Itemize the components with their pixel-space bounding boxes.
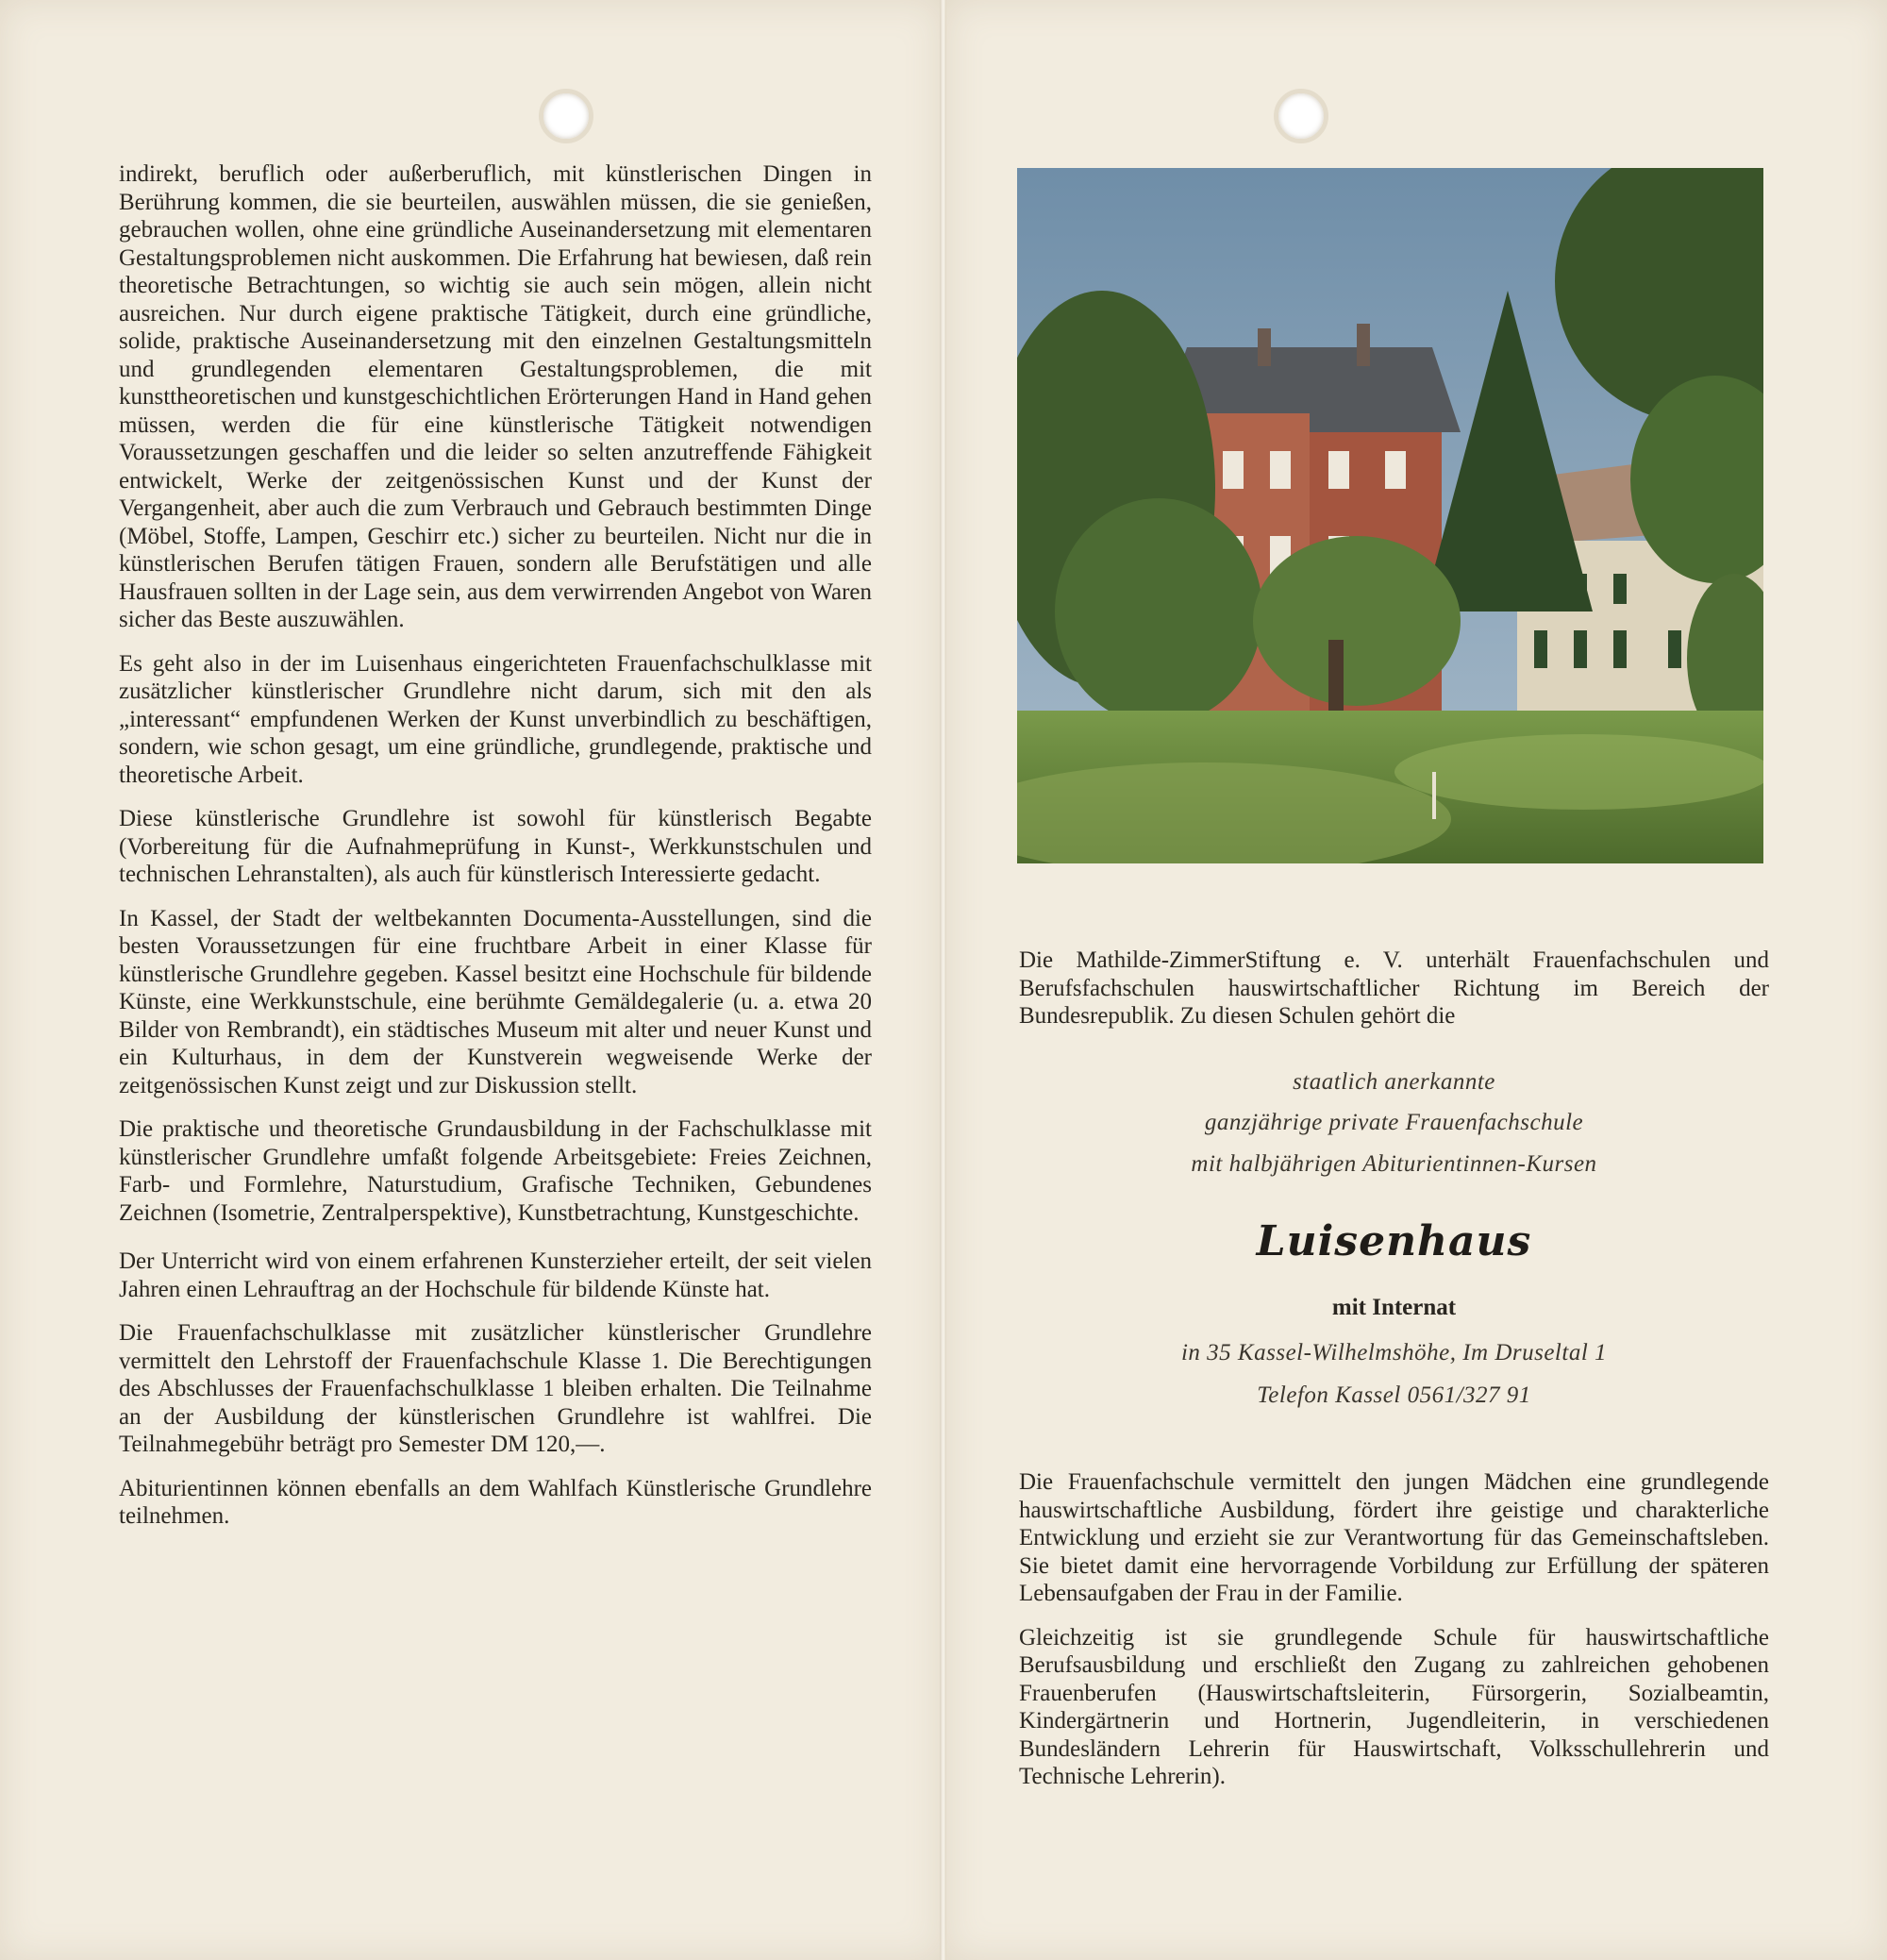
left-text-column	[119, 160, 872, 1547]
subtitle-line: mit halbjährigen Abiturientinnen-Kursen	[1191, 1151, 1597, 1177]
right-text-column	[1019, 1468, 1769, 1807]
paragraph: indirekt, beruflich oder außerberuflich, mit künstlerischen Dingen in Berührung kommen, die sie beurteilen, auswählen müssen, die sie genießen, gebrauchen wollen, ohne eine gründliche Auseinandersetzung mit elementaren Gestaltungsproblemen nicht auskommen. Die Erfahrung hat bewiesen, daß rein theoretische Betrachtungen, so wichtig sie auch sein mögen, allein nicht ausreichen. Nur durch eigene praktische Tätigkeit, durch eine gründliche, solide, praktische Auseinandersetzung mit den einzelnen Gestaltungsmitteln und grundlegenden elementaren Gestaltungsproblemen, die mit kunsttheoretischen und kunstgeschichtlichen Erörterungen Hand in Hand gehen müssen, werden die für eine künstlerische Tätigkeit notwendigen Voraussetzungen geschaffen und die leider so selten anzutreffende Fähigkeit entwickelt, Werke der zeitgenössischen Kunst und der Kunst der Vergangenheit, aber auch die zum Verbrauch und Gebrauch bestimmten Dinge (Möbel, Stoffe, Lampen, Geschirr etc.) sicher zu beurteilen. Nicht nur die in künstlerischen Berufen tätigen Frauen, sondern alle Berufstätigen und alle Hausfrauen sollten in der Lage sein, aus dem verwirrenden Angebot von Waren sicher das Beste auszuwählen.	[119, 161, 872, 632]
subtitle-line: ganzjährige private Frauenfachschule	[1204, 1110, 1584, 1135]
paragraph: Gleichzeitig ist sie grundlegende Schule für hauswirtschaftliche Berufsausbildung und erschließt den Zugang zu zahlreichen gehobenen Frauenberufen (Hauswirtschaftsleiterin, Fürsorgerin, Sozialbeamtin, Kindergärtnerin und Hortnerin, Jugendleiterin, in verschiedenen Bundesländern Lehrerin für Hauswirtschaft, Volksschullehrerin und Technische Lehrerin).	[1019, 1624, 1769, 1789]
paragraph: Die Frauenfachschulklasse mit zusätzlicher künstlerischer Grundlehre vermittelt den Lehrstoff der Frauenfachschule Klasse 1. Die Berechtigungen des Abschlusses der Frauenfachschulklasse 1 bleiben erhalten. Die Teilnahme an der Ausbildung der künstlerischen Grundlehre ist wahlfrei. Die Teilnahmegebühr beträgt pro Semester DM 120,—.	[119, 1320, 872, 1457]
paragraph: Es geht also in der im Luisenhaus eingerichteten Frauenfachschulklasse mit zusätzlicher künstlerischer Grundlehre nicht darum, sich mit den als „interessant“ empfundenen Werken der Kunst unverbindlich zu beschäftigen, sondern, wie schon gesagt, um eine gründliche, grundlegende, praktische und theoretische Arbeit.	[119, 650, 872, 788]
paragraph: Diese künstlerische Grundlehre ist sowohl für künstlerisch Begabte (Vorbereitung für die Aufnahmeprüfung in Kunst-, Werkkunstschulen und technischen Lehranstalten), als auch für künstlerisch Interessierte gedacht.	[119, 806, 872, 887]
paragraph: Die praktische und theoretische Grundausbildung in der Fachschulklasse mit künstlerischer Grundlehre umfaßt folgende Arbeitsgebiete: Freies Zeichnen, Farb- und Formlehre, Naturstudium, Grafische Techniken, Gebundenes Zeichnen (Isometrie, Zentralperspektive), Kunstbetrachtung, Kunstgeschichte.	[119, 1116, 872, 1226]
subtitle-line: staatlich anerkannte	[1293, 1069, 1495, 1095]
paragraph: Der Unterricht wird von einem erfahrenen Kunsterzieher erteilt, der seit vielen Jahren einen Lehrauftrag an der Hochschule für bildende Künste hat.	[119, 1248, 872, 1302]
internat-label: mit Internat	[1331, 1295, 1457, 1320]
paragraph: Die Frauenfachschule vermittelt den jungen Mädchen eine grundlegende hauswirtschaftliche Ausbildung, fördert ihre geistige und charakterliche Entwicklung und erzieht sie zur Verantwortung für das Gemeinschaftsleben. Sie bietet damit eine hervorragende Vorbildung zur Erfüllung der späteren Lebensaufgaben der Frau in der Familie.	[1019, 1469, 1769, 1606]
school-building-photo	[1017, 168, 1763, 863]
left-page	[0, 0, 943, 1960]
intro-paragraph: Die Mathilde-ZimmerStiftung e. V. unterhält Frauenfachschulen und Berufsfachschulen hauswirtschaftlicher Richtung im Bereich der Bundesrepublik. Zu diesen Schulen gehört die	[1019, 947, 1769, 1029]
paragraph: In Kassel, der Stadt der weltbekannten Documenta-Ausstellungen, sind die besten Voraussetzungen für eine fruchtbare Arbeit in einer Klasse für künstlerische Grundlehre gegeben. Kassel besitzt eine Hochschule für bildende Künste, eine Werkkunstschule, eine berühmte Gemäldegalerie (u. a. etwa 20 Bilder von Rembrandt), ein städtisches Museum mit alter und neuer Kunst und ein Kulturhaus, in dem der Kunstverein wegweisende Werke der zeitgenössischen Kunst zeigt und zur Diskussion stellt.	[119, 905, 872, 1098]
address: in 35 Kassel-Wilhelmshöhe, Im Druseltal 1	[1180, 1340, 1608, 1365]
punch-hole	[539, 89, 593, 143]
paragraph: Abiturientinnen können ebenfalls an dem Wahlfach Künstlerische Grundlehre teilnehmen.	[119, 1475, 872, 1529]
punch-hole	[1274, 89, 1328, 143]
school-name: Luisenhaus	[1256, 1217, 1532, 1265]
phone-number: Telefon Kassel 0561/327 91	[1257, 1382, 1531, 1408]
